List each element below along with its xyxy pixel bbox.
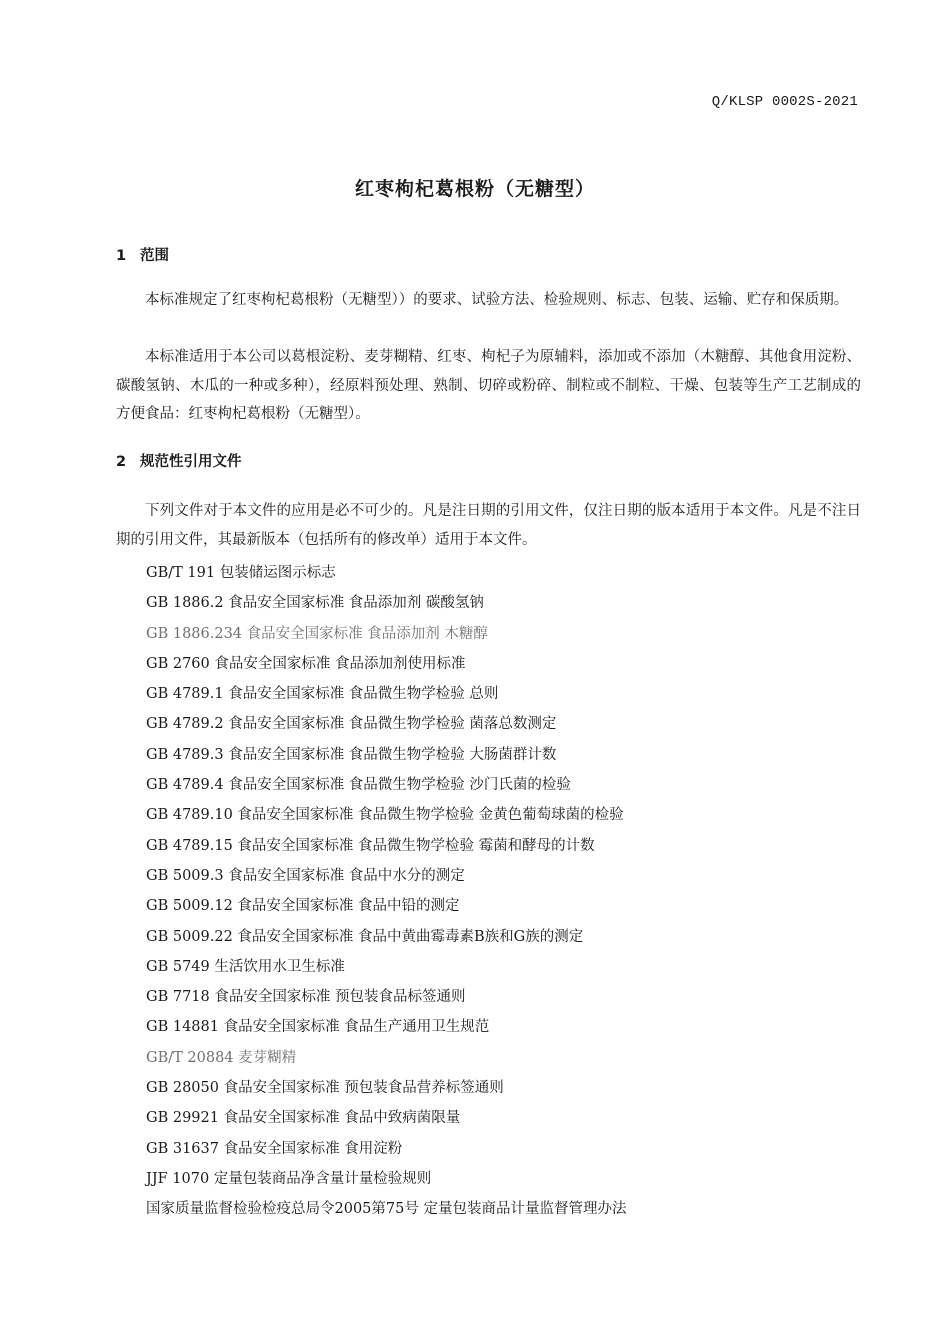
reference-item: GB 14881 食品安全国家标准 食品生产通用卫生规范 bbox=[146, 1019, 490, 1036]
reference-item: GB 5009.3 食品安全国家标准 食品中水分的测定 bbox=[146, 867, 465, 884]
reference-item: JJF 1070 定量包装商品净含量计量检验规则 bbox=[146, 1170, 432, 1187]
reference-item: GB/T 20884 麦芽糊精 bbox=[146, 1049, 297, 1066]
paragraph: 下列文件对于本文件的应用是必不可少的。凡是注日期的引用文件，仅注日期的版本适用于本文件。凡是不注日期的引用文件，其最新版本（包括所有的修改单）适用于本文件。 bbox=[116, 503, 861, 548]
reference-item: GB 5009.22 食品安全国家标准 食品中黄曲霉毒素B族和G族的测定 bbox=[146, 928, 584, 945]
reference-item: GB 4789.1 食品安全国家标准 食品微生物学检验 总则 bbox=[146, 686, 499, 703]
reference-item: GB 5749 生活饮用水卫生标准 bbox=[146, 958, 345, 975]
section-number: 2 bbox=[116, 454, 127, 470]
reference-item: GB 2760 食品安全国家标准 食品添加剂使用标准 bbox=[146, 655, 466, 672]
section-heading-normative-references bbox=[116, 450, 242, 471]
reference-item: GB 29921 食品安全国家标准 食品中致病菌限量 bbox=[146, 1110, 461, 1127]
reference-item: GB 1886.2 食品安全国家标准 食品添加剂 碳酸氢钠 bbox=[146, 595, 484, 612]
section-heading-scope bbox=[116, 244, 169, 265]
standard-code: Q/KLSP 0002S-2021 bbox=[711, 94, 858, 110]
reference-item: GB 31637 食品安全国家标准 食用淀粉 bbox=[146, 1140, 403, 1157]
document-title: 红枣枸杞葛根粉（无糖型） bbox=[354, 178, 595, 200]
reference-item: GB 4789.4 食品安全国家标准 食品微生物学检验 沙门氏菌的检验 bbox=[146, 777, 571, 794]
reference-item: GB/T 191 包装储运图示标志 bbox=[146, 565, 336, 581]
reference-item: GB 4789.10 食品安全国家标准 食品微生物学检验 金黄色葡萄球菌的检验 bbox=[146, 807, 624, 824]
reference-item: GB 5009.12 食品安全国家标准 食品中铅的测定 bbox=[146, 898, 460, 915]
section-title: 规范性引用文件 bbox=[140, 454, 242, 470]
reference-item: GB 4789.3 食品安全国家标准 食品微生物学检验 大肠菌群计数 bbox=[146, 746, 557, 763]
reference-item: GB 1886.234 食品安全国家标准 食品添加剂 木糖醇 bbox=[146, 625, 488, 642]
paragraph: 本标准适用于本公司以葛根淀粉、麦芽糊精、红枣、枸杞子为原辅料，添加或不添加（木糖醇、其他食用淀粉、碳酸氢钠、木瓜的一种或多种），经原料预处理、熟制、切碎或粉碎、制粒或不制粒、干燥、包装等生产工艺制成的方便食品：红枣枸杞葛根粉（无糖型）。 bbox=[116, 349, 861, 422]
reference-item: GB 4789.15 食品安全国家标准 食品微生物学检验 霉菌和酵母的计数 bbox=[146, 837, 595, 854]
reference-item: GB 4789.2 食品安全国家标准 食品微生物学检验 菌落总数测定 bbox=[146, 716, 557, 733]
reference-item: GB 28050 食品安全国家标准 预包装食品营养标签通则 bbox=[146, 1080, 504, 1097]
section-number: 1 bbox=[116, 248, 127, 264]
reference-item: 国家质量监督检验检疫总局令2005第75号 定量包装商品计量监督管理办法 bbox=[146, 1201, 627, 1218]
paragraph: 本标准规定了红枣枸杞葛根粉（无糖型））的要求、试验方法、检验规则、标志、包装、运输、贮存和保质期。 bbox=[145, 292, 849, 308]
reference-item: GB 7718 食品安全国家标准 预包装食品标签通则 bbox=[146, 989, 466, 1006]
reference-list bbox=[146, 558, 626, 1225]
section-title: 范围 bbox=[140, 248, 169, 264]
